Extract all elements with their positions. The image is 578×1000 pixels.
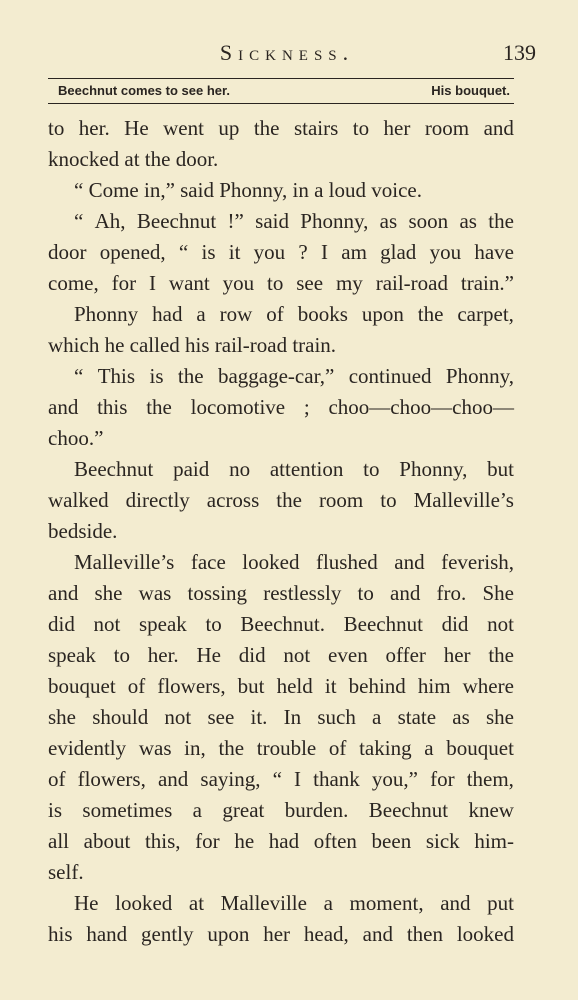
text-line: all about this, for he had often been sick him- xyxy=(48,829,514,853)
text-line: speak to her. He did not even offer her the xyxy=(48,643,514,667)
text-line: Phonny had a row of books upon the carpet, xyxy=(74,302,514,326)
text-line: self. xyxy=(48,860,84,884)
text-line: did not speak to Beechnut. Beechnut did not xyxy=(48,612,514,636)
body-text xyxy=(48,113,514,950)
text-line: bedside. xyxy=(48,519,118,543)
chapter-title: Sickness. xyxy=(219,40,355,65)
text-line: she should not see it. In such a state as she xyxy=(48,705,514,729)
running-header xyxy=(48,40,536,70)
text-line: which he called his rail-road train. xyxy=(48,333,337,357)
text-line: Beechnut paid no attention to Phonny, but xyxy=(74,457,514,481)
text-line: and she was tossing restlessly to and fro. She xyxy=(48,581,514,605)
subheader-left: Beechnut comes to see her. xyxy=(58,83,230,98)
page-number: 139 xyxy=(503,40,536,65)
text-line: choo.” xyxy=(48,426,104,450)
text-line: “ Ah, Beechnut !” said Phonny, as soon as the xyxy=(74,209,514,233)
text-line: door opened, “ is it you ? I am glad you have xyxy=(48,240,514,264)
text-line: come, for I want you to see my rail-road train.” xyxy=(48,271,514,295)
text-line: to her. He went up the stairs to her room and xyxy=(48,116,514,140)
text-line: “ This is the baggage-car,” continued Phonny, xyxy=(74,364,514,388)
subheader-right: His bouquet. xyxy=(431,83,510,98)
text-line: knocked at the door. xyxy=(48,147,219,171)
text-line: evidently was in, the trouble of taking a bouquet xyxy=(48,736,514,760)
text-line: of flowers, and saying, “ I thank you,” for them, xyxy=(48,767,514,791)
text-line: “ Come in,” said Phonny, in a loud voice. xyxy=(74,178,422,202)
text-line: bouquet of flowers, but held it behind him where xyxy=(48,674,514,698)
text-line: and this the locomotive ; choo—choo—choo— xyxy=(48,395,514,419)
text-line: Malleville’s face looked flushed and feverish, xyxy=(74,550,514,574)
section-subheader xyxy=(48,78,514,104)
text-line: He looked at Malleville a moment, and put xyxy=(74,891,514,915)
text-line: walked directly across the room to Malleville’s xyxy=(48,488,514,512)
text-line: is sometimes a great burden. Beechnut knew xyxy=(48,798,514,822)
text-line: his hand gently upon her head, and then looked xyxy=(48,922,514,946)
